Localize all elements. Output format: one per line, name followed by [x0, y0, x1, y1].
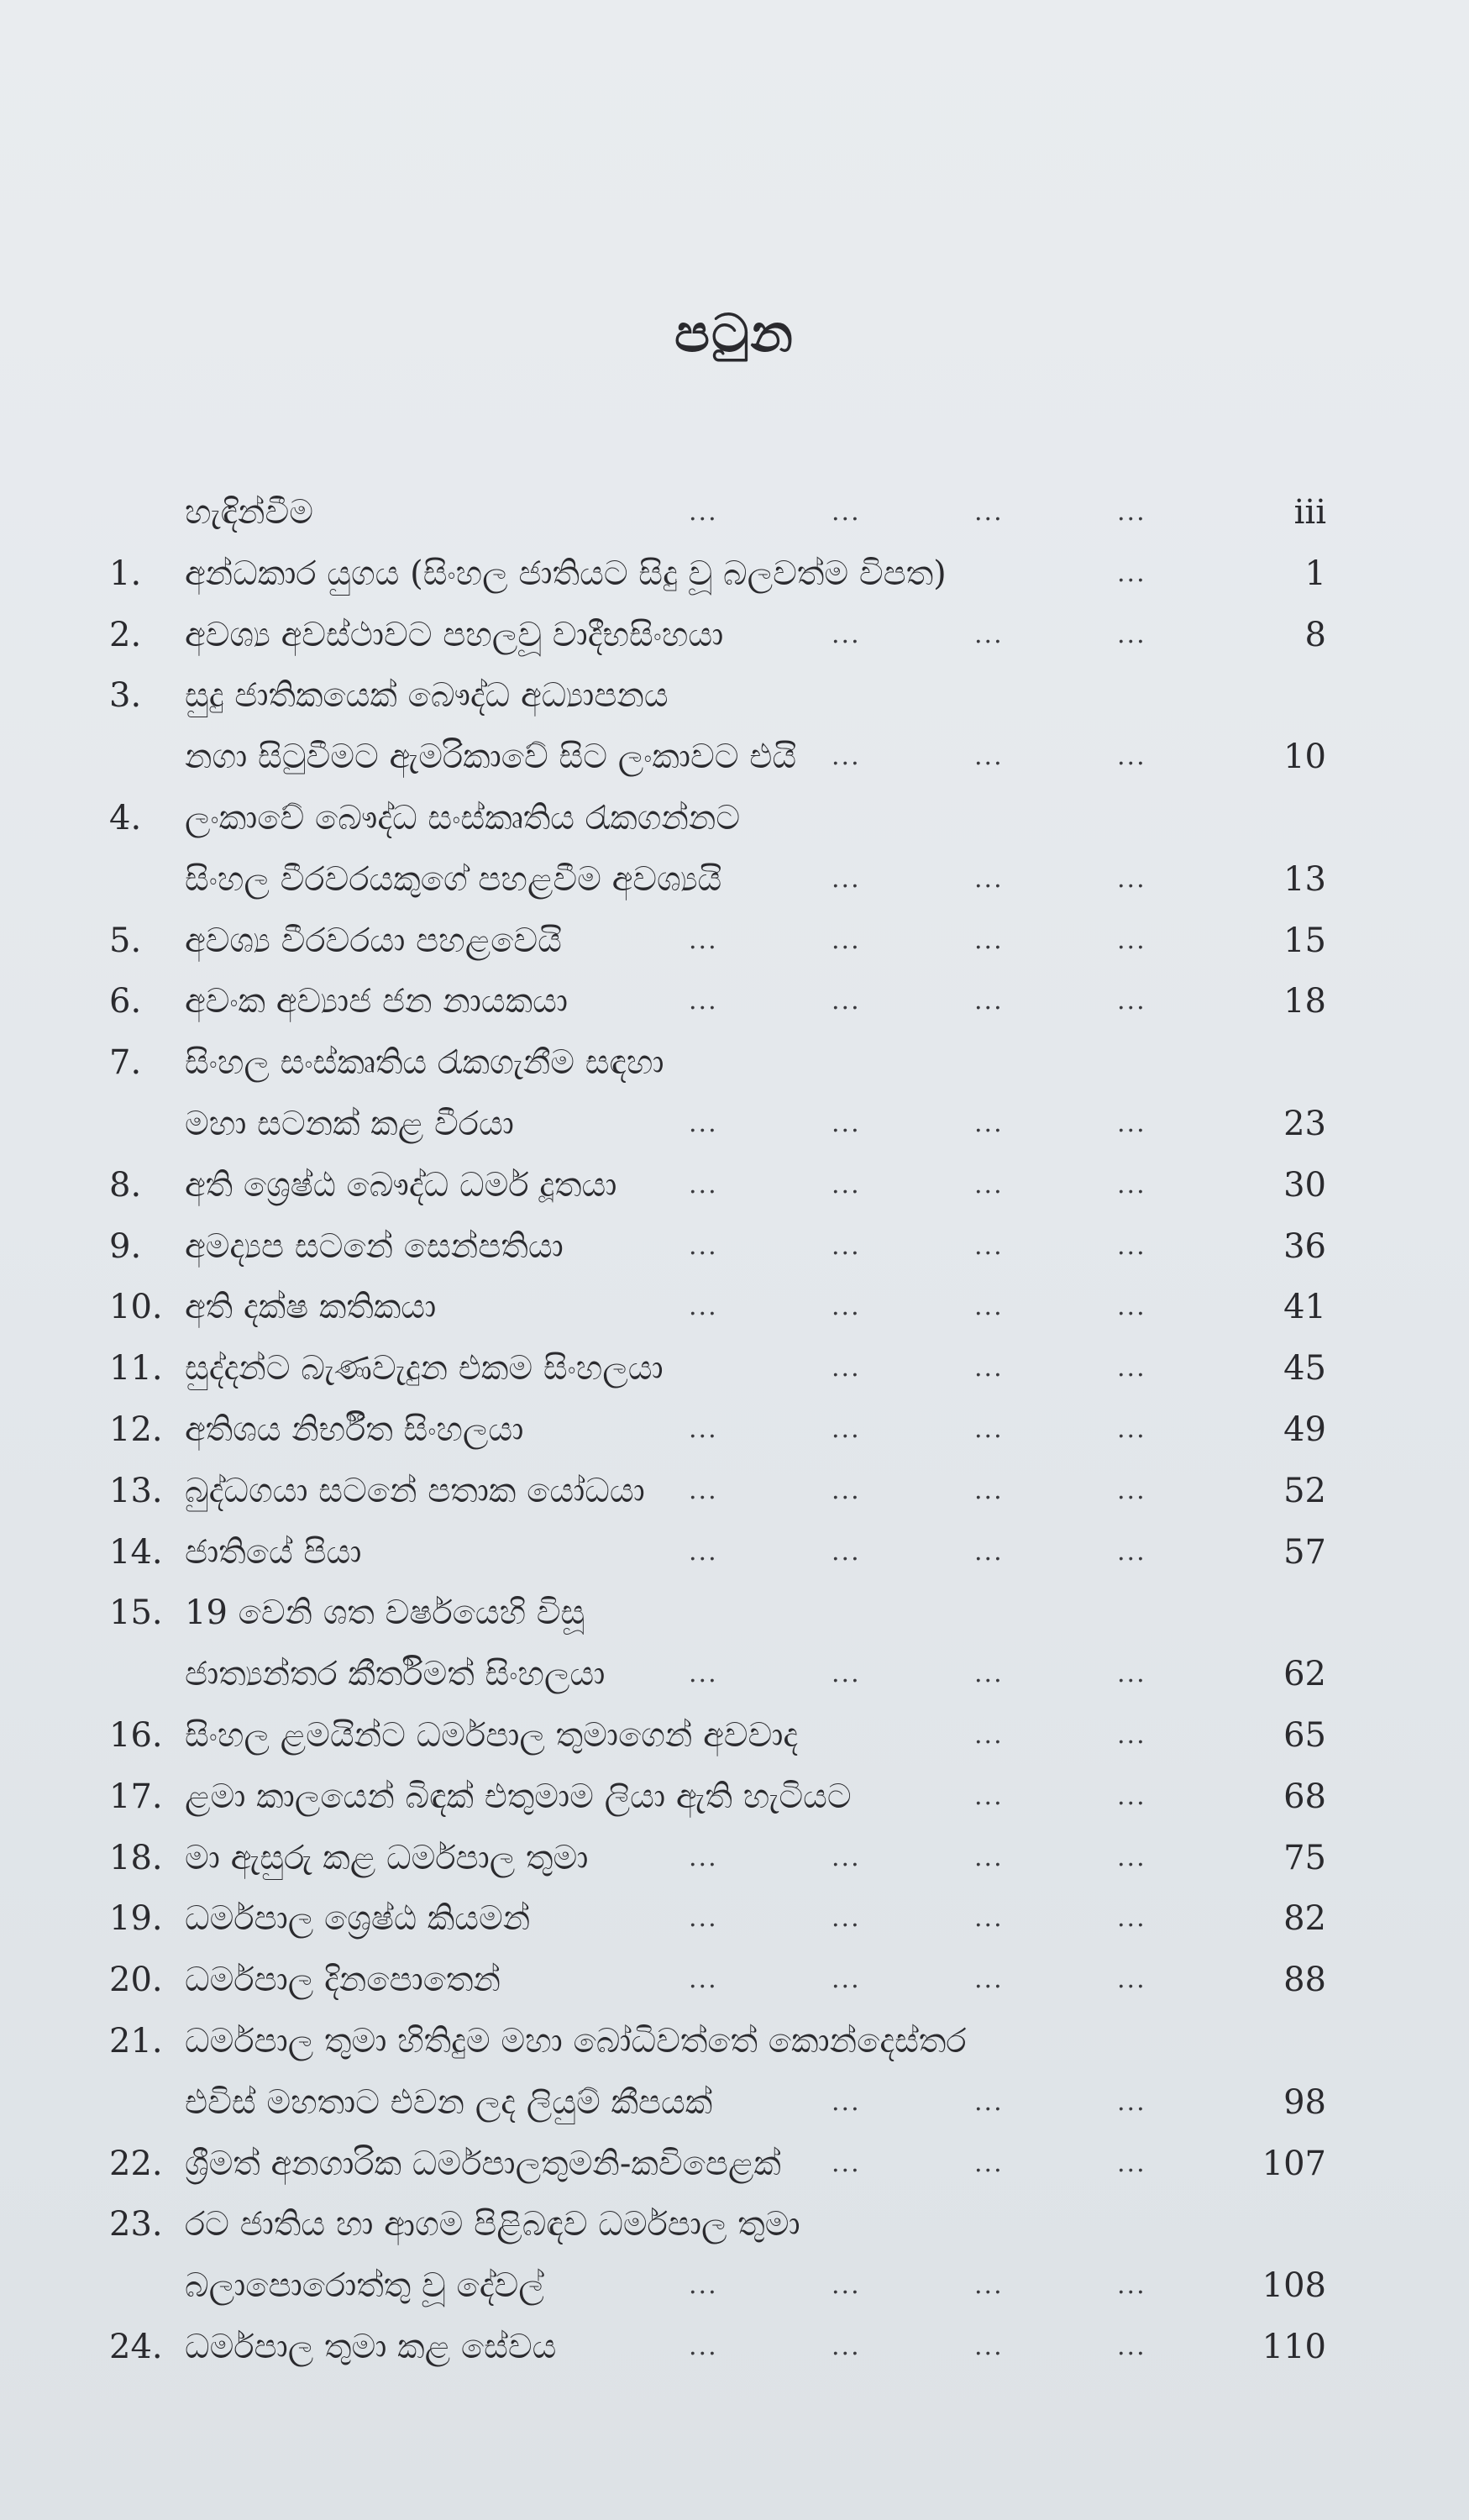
toc-line: [0, 1833, 1469, 1883]
dot-leader: ...: [1117, 986, 1146, 1016]
toc-entry-title: ශ්‍රීමත් අනගාරික ධර්මපාලතුමනි-කවිපෙළක්: [185, 2144, 781, 2183]
dot-leader: ...: [974, 2148, 1004, 2178]
toc-entry-title: අති දක්ෂ කතිකයා: [185, 1288, 437, 1327]
toc-page-number: 108: [1262, 2266, 1326, 2306]
toc-entry-title: ධර්මපාල තුමා කළ සේවය: [185, 2328, 557, 2366]
dot-leader: ...: [974, 1659, 1004, 1689]
dot-leader: ...: [974, 1903, 1004, 1934]
toc-entry-number: 6.: [109, 982, 142, 1021]
dot-leader: ...: [832, 1659, 861, 1689]
dot-leader: ...: [1117, 2087, 1146, 2117]
dot-leader: ...: [1117, 1965, 1146, 1995]
dot-leader: ...: [1117, 1720, 1146, 1750]
dot-leader: ...: [832, 1292, 861, 1322]
dot-leader: ...: [974, 1109, 1004, 1138]
toc-entry-title: අති ශ්‍රෙෂ්ඨ බෞද්ධ ධර්ම දූතයා: [185, 1165, 617, 1205]
toc-page-number: iii: [1293, 493, 1326, 532]
dot-leader: ...: [974, 1353, 1004, 1383]
dot-leader: ...: [832, 864, 861, 894]
toc-entry-number: 15.: [109, 1593, 163, 1633]
toc-page-number: 49: [1283, 1410, 1326, 1449]
toc-entry-number: 5.: [109, 921, 142, 960]
dot-leader: ...: [689, 1965, 718, 1995]
toc-page-number: 65: [1283, 1716, 1326, 1755]
toc-entry-title: 19 වෙනි ශත වර්ෂයෙහි විසූ: [185, 1593, 585, 1633]
dot-leader: ...: [974, 1231, 1004, 1261]
toc-entry-number: 8.: [109, 1165, 142, 1205]
dot-leader: ...: [689, 925, 718, 955]
dot-leader: ...: [689, 1475, 718, 1505]
dot-leader: ...: [1117, 1231, 1146, 1261]
dot-leader: ...: [974, 864, 1004, 894]
dot-leader: ...: [1117, 1169, 1146, 1200]
dot-leader: ...: [832, 1903, 861, 1934]
dot-leader: ...: [1117, 1292, 1146, 1322]
toc-line: [0, 916, 1469, 966]
toc-entry-title: ධර්මපාල තුමා හිතිදුම මහා බෝධිවත්තේ කොන්දෙස්තර: [185, 2022, 967, 2061]
dot-leader: ...: [1117, 1475, 1146, 1505]
toc-line: [0, 1893, 1469, 1944]
toc-page-number: 110: [1262, 2328, 1326, 2366]
dot-leader: ...: [1117, 864, 1146, 894]
dot-leader: ...: [832, 619, 861, 649]
toc-page-number: 8: [1304, 615, 1326, 654]
dot-leader: ...: [832, 742, 861, 772]
toc-entry-number: 4.: [109, 799, 142, 837]
toc-line: [0, 854, 1469, 905]
dot-leader: ...: [689, 1659, 718, 1689]
dot-leader: ...: [974, 1781, 1004, 1811]
dot-leader: ...: [689, 1169, 718, 1200]
dot-leader: ...: [832, 1415, 861, 1444]
toc-page-number: 30: [1283, 1165, 1326, 1205]
dot-leader: ...: [1117, 2332, 1146, 2361]
dot-leader: ...: [1117, 2271, 1146, 2301]
dot-leader: ...: [689, 1109, 718, 1138]
dot-leader: ...: [832, 1231, 861, 1261]
dot-leader: ...: [974, 1965, 1004, 1995]
toc-entry-title: අවංක අව්‍යාජ ජන නායකයා: [185, 982, 569, 1021]
toc-line: [0, 1772, 1469, 1822]
toc-entry-number: 2.: [109, 615, 142, 654]
toc-page-number: 18: [1283, 982, 1326, 1021]
toc-line: [0, 1343, 1469, 1394]
toc-line: [0, 1037, 1469, 1088]
dot-leader: ...: [689, 1415, 718, 1444]
dot-leader: ...: [1117, 497, 1146, 527]
toc-page-number: 57: [1283, 1532, 1326, 1572]
dot-leader: ...: [832, 925, 861, 955]
dot-leader: ...: [974, 925, 1004, 955]
toc-entry-title: සිංහල ළමයින්ට ධර්මපාල තුමාගෙන් අවවාද: [185, 1716, 799, 1755]
toc-entry-number: 20.: [109, 1961, 163, 2000]
toc-line: [0, 976, 1469, 1026]
toc-line: [0, 1649, 1469, 1699]
dot-leader: ...: [832, 1353, 861, 1383]
toc-page-number: 15: [1283, 921, 1326, 960]
toc-entry-number: 12.: [109, 1410, 163, 1449]
toc-line: [0, 610, 1469, 660]
toc-line: [0, 1221, 1469, 1272]
toc-line: [0, 2199, 1469, 2250]
toc-entry-title: බලාපොරොත්තු වූ දේවල්: [185, 2266, 544, 2306]
toc-page-number: 1: [1304, 554, 1326, 593]
toc-entry-title: ළමා කාලයෙන් බිඳක් එතුමාම ලියා ඇති හැටියට: [185, 1777, 852, 1816]
toc-entry-title: නගා සිටුවීමට ඇමරිකාවේ සිට ලංකාවට එයි: [185, 738, 797, 777]
toc-entry-number: 10.: [109, 1288, 163, 1327]
dot-leader: ...: [832, 986, 861, 1016]
toc-line: [0, 1099, 1469, 1149]
dot-leader: ...: [1117, 925, 1146, 955]
toc-page-number: 13: [1283, 859, 1326, 899]
toc-page-number: 75: [1283, 1838, 1326, 1877]
toc-entry-title: ධර්මපාල දිනපොතෙන්: [185, 1961, 501, 2000]
dot-leader: ...: [974, 1169, 1004, 1200]
toc-line: [0, 2322, 1469, 2372]
dot-leader: ...: [974, 497, 1004, 527]
toc-entry-title: ජාතියේ පියා: [185, 1532, 362, 1572]
toc-line: [0, 487, 1469, 538]
dot-leader: ...: [832, 1842, 861, 1872]
toc-entry-number: 3.: [109, 676, 142, 716]
dot-leader: ...: [689, 497, 718, 527]
toc-line: [0, 732, 1469, 782]
toc-entry-number: 23.: [109, 2205, 163, 2244]
dot-leader: ...: [974, 1475, 1004, 1505]
toc-entry-title: ධර්මපාල ශ්‍රෙෂ්ඨ කියමන්: [185, 1899, 531, 1939]
toc-entry-title: අන්ධකාර යුගය (සිංහල ජාතියට සිදු වූ බලවත්ම විපත): [185, 554, 947, 593]
toc-entry-number: 13.: [109, 1471, 163, 1510]
dot-leader: ...: [1117, 1903, 1146, 1934]
dot-leader: ...: [1117, 619, 1146, 649]
toc-page-number: 10: [1283, 738, 1326, 777]
dot-leader: ...: [832, 1169, 861, 1200]
dot-leader: ...: [689, 1536, 718, 1567]
toc-line: [0, 1466, 1469, 1516]
toc-page-number: 68: [1283, 1777, 1326, 1816]
dot-leader: ...: [832, 497, 861, 527]
toc-entry-title: අතිශය නිර්භීත සිංහලයා: [185, 1410, 524, 1449]
toc-entry-number: 9.: [109, 1226, 142, 1266]
toc-page-number: 23: [1283, 1105, 1326, 1143]
dot-leader: ...: [832, 2087, 861, 2117]
dot-leader: ...: [689, 2332, 718, 2361]
toc-line: [0, 670, 1469, 721]
dot-leader: ...: [1117, 1415, 1146, 1444]
toc-entry-title: රට ජාතිය හා ආගම පිළිබඳව ධර්මපාල තුමා: [185, 2205, 800, 2244]
dot-leader: ...: [974, 1842, 1004, 1872]
dot-leader: ...: [1117, 1842, 1146, 1872]
toc-page-number: 88: [1283, 1961, 1326, 2000]
toc-page-number: 98: [1283, 2082, 1326, 2122]
dot-leader: ...: [1117, 558, 1146, 588]
toc-page-number: 107: [1262, 2144, 1326, 2183]
dot-leader: ...: [832, 1965, 861, 1995]
dot-leader: ...: [689, 1231, 718, 1261]
dot-leader: ...: [1117, 1536, 1146, 1567]
toc-entry-title: සිංහල සංස්කෘතිය රැකගැනීම සඳහා: [185, 1043, 664, 1083]
dot-leader: ...: [974, 1536, 1004, 1567]
toc-line: [0, 1527, 1469, 1578]
toc-line: [0, 1404, 1469, 1455]
toc-entry-title: සුදු ජාතිකයෙක් බෞද්ධ අධ්‍යාපනය: [185, 676, 669, 716]
dot-leader: ...: [974, 1415, 1004, 1444]
toc-entry-number: 14.: [109, 1532, 163, 1572]
toc-entry-title: ලංකාවේ බෞද්ධ සංස්කෘතිය රැකගන්නට: [185, 799, 741, 837]
dot-leader: ...: [689, 1842, 718, 1872]
toc-entry-title: අවශ්‍ය වීරවරයා පහළවෙයි: [185, 921, 562, 960]
toc-entry-title: සුද්දන්ට බැණවැදුන එකම සිංහලයා: [185, 1349, 664, 1389]
toc-entry-title: අවශ්‍ය අවස්ථාවට පහලවූ වාදීභසිංහයා: [185, 615, 724, 654]
toc-page-number: 41: [1283, 1288, 1326, 1327]
dot-leader: ...: [832, 1536, 861, 1567]
toc-page-number: 82: [1283, 1899, 1326, 1939]
dot-leader: ...: [974, 1720, 1004, 1750]
dot-leader: ...: [974, 619, 1004, 649]
dot-leader: ...: [689, 986, 718, 1016]
toc-entry-title: එවිස් මහතාට එවන ලද ලියුම් කීපයක්: [185, 2082, 713, 2122]
toc-entry-number: 22.: [109, 2144, 163, 2183]
dot-leader: ...: [832, 2148, 861, 2178]
toc-entry-title: ජාත්‍යන්තර කීර්තිමත් සිංහලයා: [185, 1655, 606, 1694]
dot-leader: ...: [974, 1292, 1004, 1322]
toc-entry-number: 18.: [109, 1838, 163, 1877]
page-title: පටුන: [674, 302, 795, 364]
toc-page-number: 62: [1283, 1655, 1326, 1694]
toc-entry-number: 7.: [109, 1043, 142, 1083]
dot-leader: ...: [1117, 1353, 1146, 1383]
dot-leader: ...: [1117, 1659, 1146, 1689]
toc-page-number: 52: [1283, 1471, 1326, 1510]
dot-leader: ...: [689, 1292, 718, 1322]
toc-entry-title: සිංහල වීරවරයකුගේ පහළවීම අවශ්‍යයි: [185, 859, 722, 899]
dot-leader: ...: [974, 2332, 1004, 2361]
toc-line: [0, 549, 1469, 599]
toc-entry-title: හැඳින්වීම: [185, 493, 314, 532]
dot-leader: ...: [832, 2332, 861, 2361]
toc-entry-number: 17.: [109, 1777, 163, 1816]
dot-leader: ...: [832, 2271, 861, 2301]
dot-leader: ...: [1117, 742, 1146, 772]
toc-line: [0, 793, 1469, 843]
toc-entry-title: මා ඇසුරු කළ ධර්මපාල තුමා: [185, 1838, 589, 1877]
dot-leader: ...: [689, 1903, 718, 1934]
toc-line: [0, 2260, 1469, 2311]
toc-line: [0, 1710, 1469, 1761]
toc-line: [0, 1282, 1469, 1332]
toc-entry-title: අමද්‍යප සටනේ සෙන්පතියා: [185, 1226, 564, 1266]
toc-page-number: 36: [1283, 1226, 1326, 1266]
dot-leader: ...: [974, 742, 1004, 772]
toc-line: [0, 2139, 1469, 2189]
dot-leader: ...: [1117, 1109, 1146, 1138]
dot-leader: ...: [974, 986, 1004, 1016]
toc-entry-number: 1.: [109, 554, 142, 593]
toc-entry-title: මහා සටනක් කළ වීරයා: [185, 1105, 514, 1143]
toc-line: [0, 1160, 1469, 1210]
toc-entry-title: බුද්ධගයා සටනේ පතාක යෝධයා: [185, 1471, 645, 1510]
toc-line: [0, 2077, 1469, 2128]
dot-leader: ...: [689, 2271, 718, 2301]
toc-line: [0, 2016, 1469, 2066]
toc-line: [0, 1588, 1469, 1638]
dot-leader: ...: [1117, 2148, 1146, 2178]
toc-page-number: 45: [1283, 1349, 1326, 1389]
toc-entry-number: 19.: [109, 1899, 163, 1939]
dot-leader: ...: [974, 2271, 1004, 2301]
toc-entry-number: 21.: [109, 2022, 163, 2061]
toc-line: [0, 1955, 1469, 2005]
dot-leader: ...: [974, 2087, 1004, 2117]
dot-leader: ...: [1117, 1781, 1146, 1811]
toc-entry-number: 16.: [109, 1716, 163, 1755]
toc-entry-number: 24.: [109, 2328, 163, 2366]
toc-entry-number: 11.: [109, 1349, 163, 1389]
dot-leader: ...: [832, 1475, 861, 1505]
dot-leader: ...: [832, 1109, 861, 1138]
